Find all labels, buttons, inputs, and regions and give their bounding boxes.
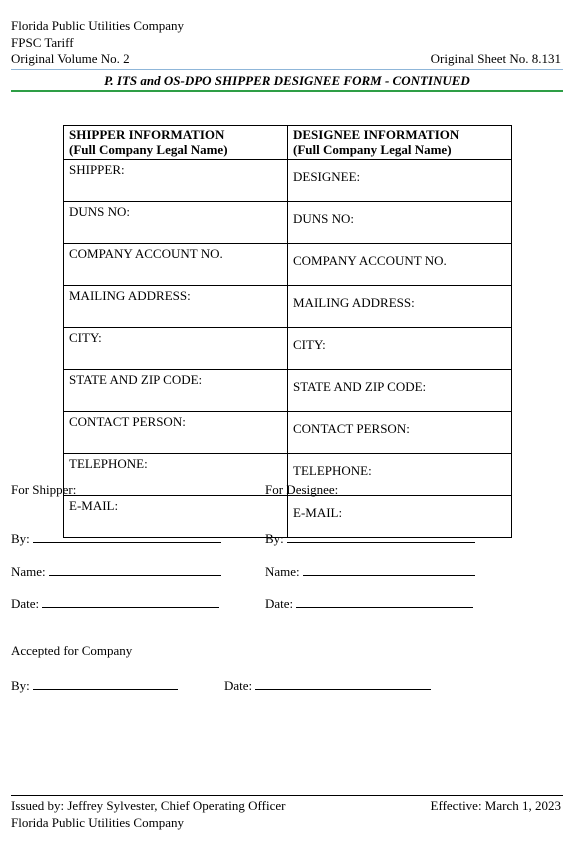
designee-by-label: By: <box>265 531 284 546</box>
shipper-duns-field[interactable]: DUNS NO: <box>64 202 288 244</box>
company-by-line[interactable] <box>33 677 178 690</box>
header-volume: Original Volume No. 2 <box>11 51 130 66</box>
shipper-email-field[interactable]: E-MAIL: <box>64 496 288 538</box>
header-sheet-number: Original Sheet No. 8.131 <box>430 51 561 66</box>
shipper-info-header <box>64 126 288 160</box>
shipper-header-line2: (Full Company Legal Name) <box>69 142 228 157</box>
company-by-row <box>11 677 178 694</box>
designee-date-line[interactable] <box>296 595 473 608</box>
shipper-name-row <box>11 563 221 580</box>
designee-date-label: Date: <box>265 596 294 611</box>
designee-account-field[interactable]: COMPANY ACCOUNT NO. <box>288 244 512 286</box>
designee-by-line[interactable] <box>287 530 475 543</box>
shipper-by-line[interactable] <box>33 530 221 543</box>
shipper-date-label: Date: <box>11 596 40 611</box>
table-row <box>64 160 512 202</box>
company-date-row <box>224 677 431 694</box>
designee-name-line[interactable] <box>303 563 475 576</box>
designee-address-field[interactable]: MAILING ADDRESS: <box>288 286 512 328</box>
accepted-for-company-label: Accepted for Company <box>11 643 133 658</box>
shipper-name-label: Name: <box>11 564 46 579</box>
footer-company: Florida Public Utilities Company <box>11 815 184 830</box>
table-row <box>64 370 512 412</box>
designee-name-label: Name: <box>265 564 300 579</box>
header-company: Florida Public Utilities Company <box>11 18 184 33</box>
designee-by-row <box>265 530 475 547</box>
footer-effective-date: Effective: March 1, 2023 <box>430 798 561 813</box>
shipper-field[interactable]: SHIPPER: <box>64 160 288 202</box>
designee-city-field[interactable]: CITY: <box>288 328 512 370</box>
designee-info-header <box>288 126 512 160</box>
header-rule-top <box>11 69 563 70</box>
table-row <box>64 412 512 454</box>
designee-header-line1: DESIGNEE INFORMATION <box>293 127 460 142</box>
shipper-state-zip-field[interactable]: STATE AND ZIP CODE: <box>64 370 288 412</box>
designee-field[interactable]: DESIGNEE: <box>288 160 512 202</box>
shipper-by-label: By: <box>11 531 30 546</box>
designee-contact-field[interactable]: CONTACT PERSON: <box>288 412 512 454</box>
shipper-city-field[interactable]: CITY: <box>64 328 288 370</box>
designee-email-field[interactable]: E-MAIL: <box>288 496 512 538</box>
shipper-header-line1: SHIPPER INFORMATION <box>69 127 225 142</box>
designee-telephone-field[interactable]: TELEPHONE: <box>288 454 512 496</box>
shipper-address-field[interactable]: MAILING ADDRESS: <box>64 286 288 328</box>
header-tariff: FPSC Tariff <box>11 35 74 50</box>
shipper-date-line[interactable] <box>42 595 219 608</box>
designee-state-zip-field[interactable]: STATE AND ZIP CODE: <box>288 370 512 412</box>
for-designee-label: For Designee: <box>265 482 339 497</box>
shipper-name-line[interactable] <box>49 563 221 576</box>
for-shipper-label: For Shipper: <box>11 482 77 497</box>
header-rule-green <box>11 90 563 92</box>
form-title: P. ITS and OS-DPO SHIPPER DESIGNEE FORM - CONTINUED <box>104 73 470 88</box>
shipper-telephone-field[interactable]: TELEPHONE: <box>64 454 288 496</box>
table-row <box>64 244 512 286</box>
designee-name-row <box>265 563 475 580</box>
company-date-label: Date: <box>224 678 253 693</box>
designee-duns-field[interactable]: DUNS NO: <box>288 202 512 244</box>
table-header-row <box>64 126 512 160</box>
table-row <box>64 286 512 328</box>
company-by-label: By: <box>11 678 30 693</box>
footer-rule <box>11 795 563 796</box>
designee-date-row <box>265 595 473 612</box>
table-row <box>64 328 512 370</box>
shipper-date-row <box>11 595 219 612</box>
shipper-by-row <box>11 530 221 547</box>
shipper-account-field[interactable]: COMPANY ACCOUNT NO. <box>64 244 288 286</box>
shipper-designee-table <box>63 125 512 538</box>
company-date-line[interactable] <box>255 677 431 690</box>
footer-issued-by: Issued by: Jeffrey Sylvester, Chief Operating Officer <box>11 798 286 813</box>
shipper-contact-field[interactable]: CONTACT PERSON: <box>64 412 288 454</box>
table-row <box>64 202 512 244</box>
designee-header-line2: (Full Company Legal Name) <box>293 142 452 157</box>
